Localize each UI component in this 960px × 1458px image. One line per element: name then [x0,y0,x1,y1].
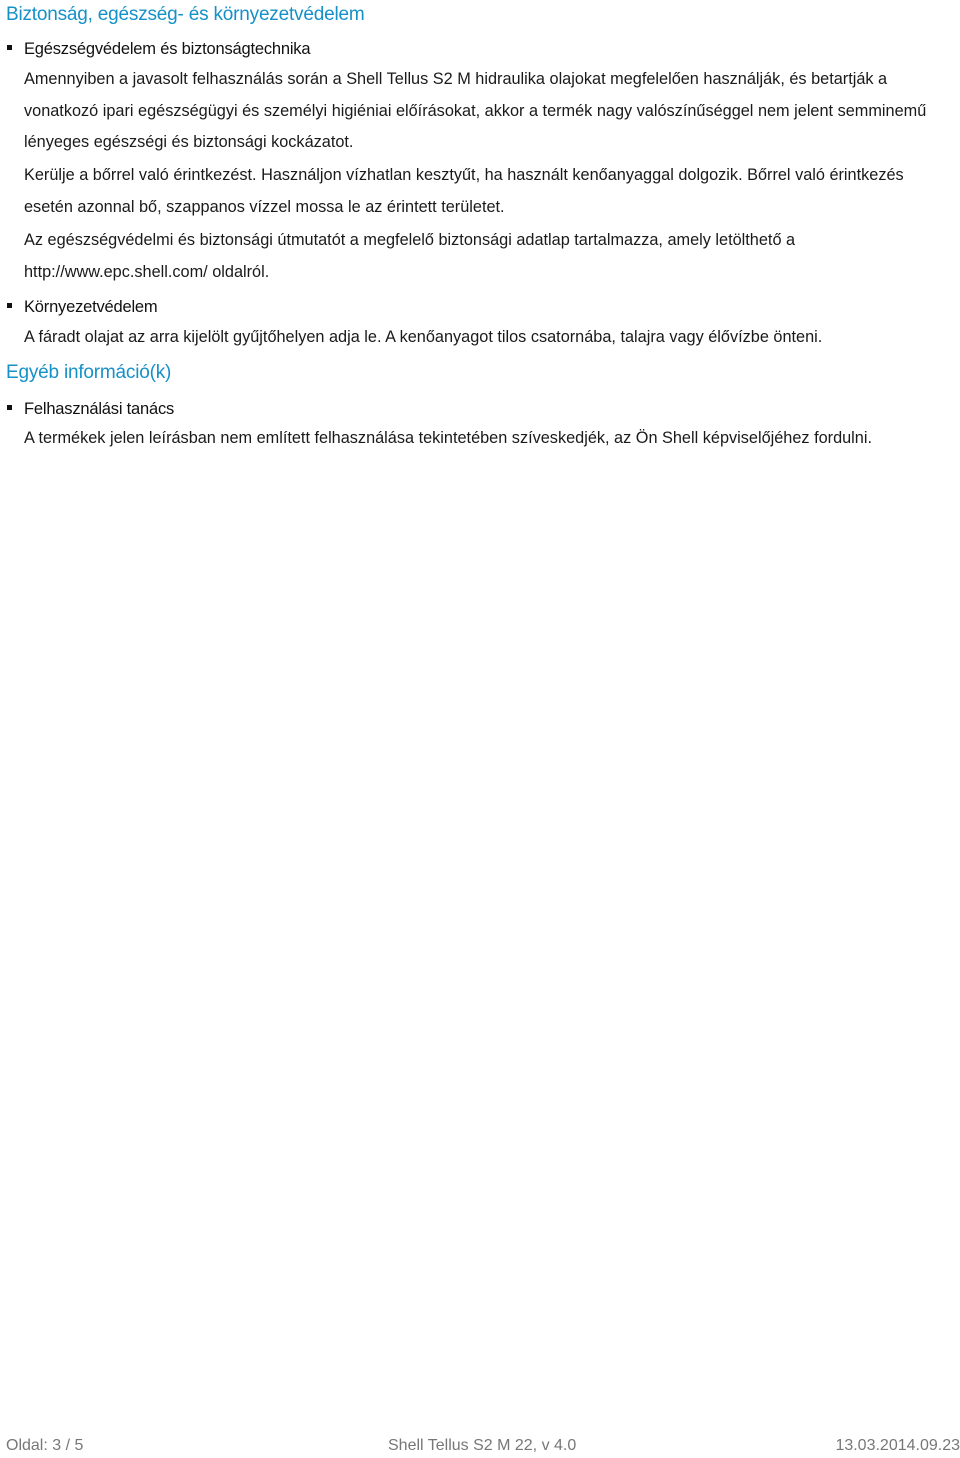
bullet-icon [7,45,12,50]
footer-date: 13.03.2014.09.23 [835,1437,960,1454]
bullet-icon [7,405,12,410]
section-title-safety: Biztonság, egészség- és környezetvédelem [6,4,365,25]
paragraph-health-intro: Amennyiben a javasolt felhasználás során a Shell Tellus S2 M hidraulika olajokat megfelelően használják, és betartják a vonatkozó ipari egészségügyi és személyi higiéniai előírásokat, akkor a termék nagy valószínűséggel nem jelent semminemű lényeges egészségi és biztonsági kockázatot. [24,70,927,151]
footer-product-version: Shell Tellus S2 M 22, v 4.0 [388,1437,577,1454]
paragraph-environment: A fáradt olajat az arra kijelölt gyűjtőhelyen adja le. A kenőanyagot tilos csatornába, talajra vagy élővízbe önteni. [24,328,823,346]
subheading-environment [7,298,157,317]
footer-page-number: Oldal: 3 / 5 [6,1437,84,1454]
subheading-environment-label: Környezetvédelem [24,298,158,316]
subheading-health-safety [7,40,310,59]
paragraph-safety-datasheet: Az egészségvédelmi és biztonsági útmutatót a megfelelő biztonsági adatlap tartalmazza, amely letölthető a http://www.epc.shell.com/ oldalról. [24,231,796,281]
subheading-usage-advice-label: Felhasználási tanács [24,400,175,418]
subheading-health-safety-label: Egészségvédelem és biztonságtechnika [24,40,311,58]
section-title-other-info: Egyéb információ(k) [6,362,172,383]
bullet-icon [7,303,12,308]
paragraph-skin-contact: Kerülje a bőrrel való érintkezést. Használjon vízhatlan kesztyűt, ha használt kenőanyaggal dolgozik. Bőrrel való érintkezés esetén azonnal bő, szappanos vízzel mossa le az érintett területet. [24,166,904,216]
subheading-usage-advice [7,400,174,419]
paragraph-usage-advice: A termékek jelen leírásban nem említett felhasználása tekintetében szíveskedjék, az Ön Shell képviselőjéhez fordulni. [24,429,872,447]
